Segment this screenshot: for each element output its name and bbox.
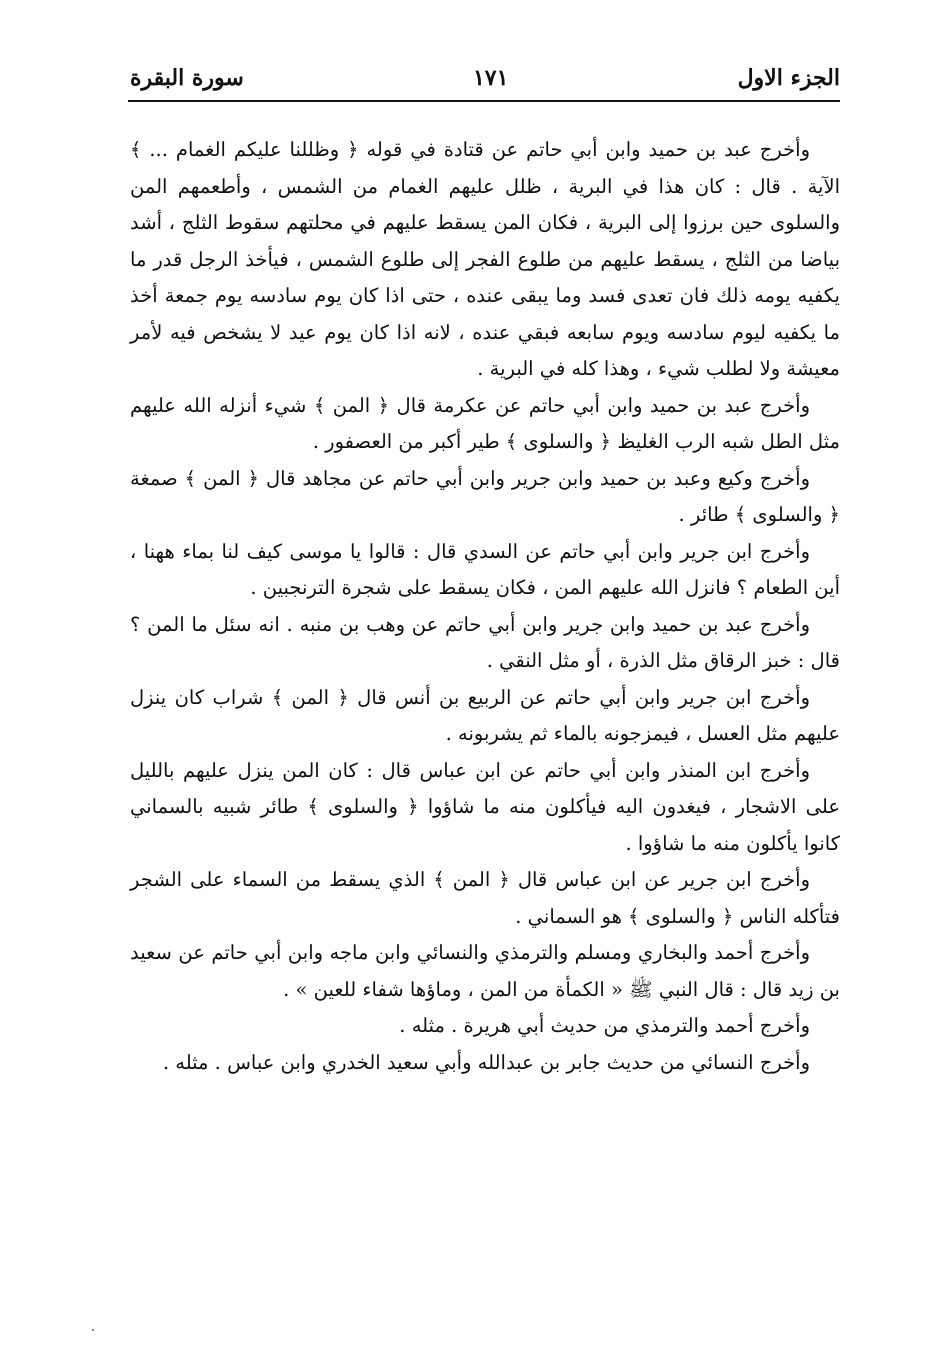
paragraph: وأخرج ابن جرير وابن أبي حاتم عن الربيع بن أنس قال ﴿ المن ﴾ شراب كان ينزل عليهم مثل العسل ، فيمزجونه بالماء ثم يشربونه . (130, 685, 840, 745)
surah-title: سورة البقرة (130, 65, 244, 91)
paragraph: وأخرج عبد بن حميد وابن أبي حاتم عن قتادة في قوله ﴿ وظللنا عليكم الغمام ... ﴾ الآية . قال : كان هذا في البرية ، ظلل عليهم الغمام من الشمس ، وأطعمهم المن والسلوى حين برزوا إلى البرية ، فكان المن يسقط عليهم في محلتهم سقوط الثلج ، أشد بياضا من الثلج ، يسقط عليهم من طلوع الفجر إلى طلوع الشمس ، فيأخذ الرجل قدر ما يكفيه يومه ذلك فان تعدى فسد وما يبقى عنده ، حتى اذا كان يوم سادسه يوم جمعة أخذ ما يكفيه ليوم سادسه ويوم سابعه فبقي عنده ، لانه اذا كان يوم عيد لا يشخص فيه لأمر معيشة ولا لطلب شيء ، وهذا كله في البرية . (130, 138, 840, 380)
paragraph: وأخرج أحمد والبخاري ومسلم والترمذي والنسائي وابن ماجه وابن أبي حاتم عن سعيد بن زيد قال : قال النبي ﷺ « الكمأة من المن ، وماؤها شفاء للعين » . (130, 941, 840, 1001)
volume-label: الجزء الاول (737, 65, 840, 91)
header-divider (128, 100, 840, 102)
paragraph: وأخرج عبد بن حميد وابن جرير وابن أبي حاتم عن وهب بن منبه . انه سئل ما المن ؟ قال : خبز الرقاق مثل الذرة ، أو مثل النقي . (130, 612, 840, 672)
paragraph: وأخرج أحمد والترمذي من حديث أبي هريرة . مثله . (399, 1014, 810, 1037)
running-header (130, 58, 840, 98)
scan-speck (92, 1329, 94, 1331)
body-text (130, 132, 840, 1081)
page-number: ١٧١ (472, 65, 509, 91)
paragraph: وأخرج وكيع وعبد بن حميد وابن جرير وابن أبي حاتم عن مجاهد قال ﴿ المن ﴾ صمغة ﴿ والسلوى ﴾ طائر . (130, 466, 840, 526)
paragraph: وأخرج ابن جرير عن ابن عباس قال ﴿ المن ﴾ الذي يسقط من السماء على الشجر فتأكله الناس ﴿ والسلوى ﴾ هو السماني . (130, 868, 840, 928)
paragraph: وأخرج النسائي من حديث جابر بن عبدالله وأبي سعيد الخدري وابن عباس . مثله . (162, 1050, 810, 1074)
paragraph: وأخرج عبد بن حميد وابن أبي حاتم عن عكرمة قال ﴿ المن ﴾ شيء أنزله الله عليهم مثل الطل شبه الرب الغليظ ﴿ والسلوى ﴾ طير أكبر من العصفور . (130, 393, 840, 453)
paragraph: وأخرج ابن جرير وابن أبي حاتم عن السدي قال : قالوا يا موسى كيف لنا بماء ههنا ، أين الطعام ؟ فانزل الله عليهم المن ، فكان يسقط على شجرة الترنجبين . (130, 539, 840, 599)
paragraph: وأخرج ابن المنذر وابن أبي حاتم عن ابن عباس قال : كان المن ينزل عليهم بالليل على الاشجار ، فيغدون اليه فيأكلون منه ما شاؤوا ﴿ والسلوى ﴾ طائر شبيه بالسماني كانوا يأكلون منه ما شاؤوا . (130, 758, 840, 855)
